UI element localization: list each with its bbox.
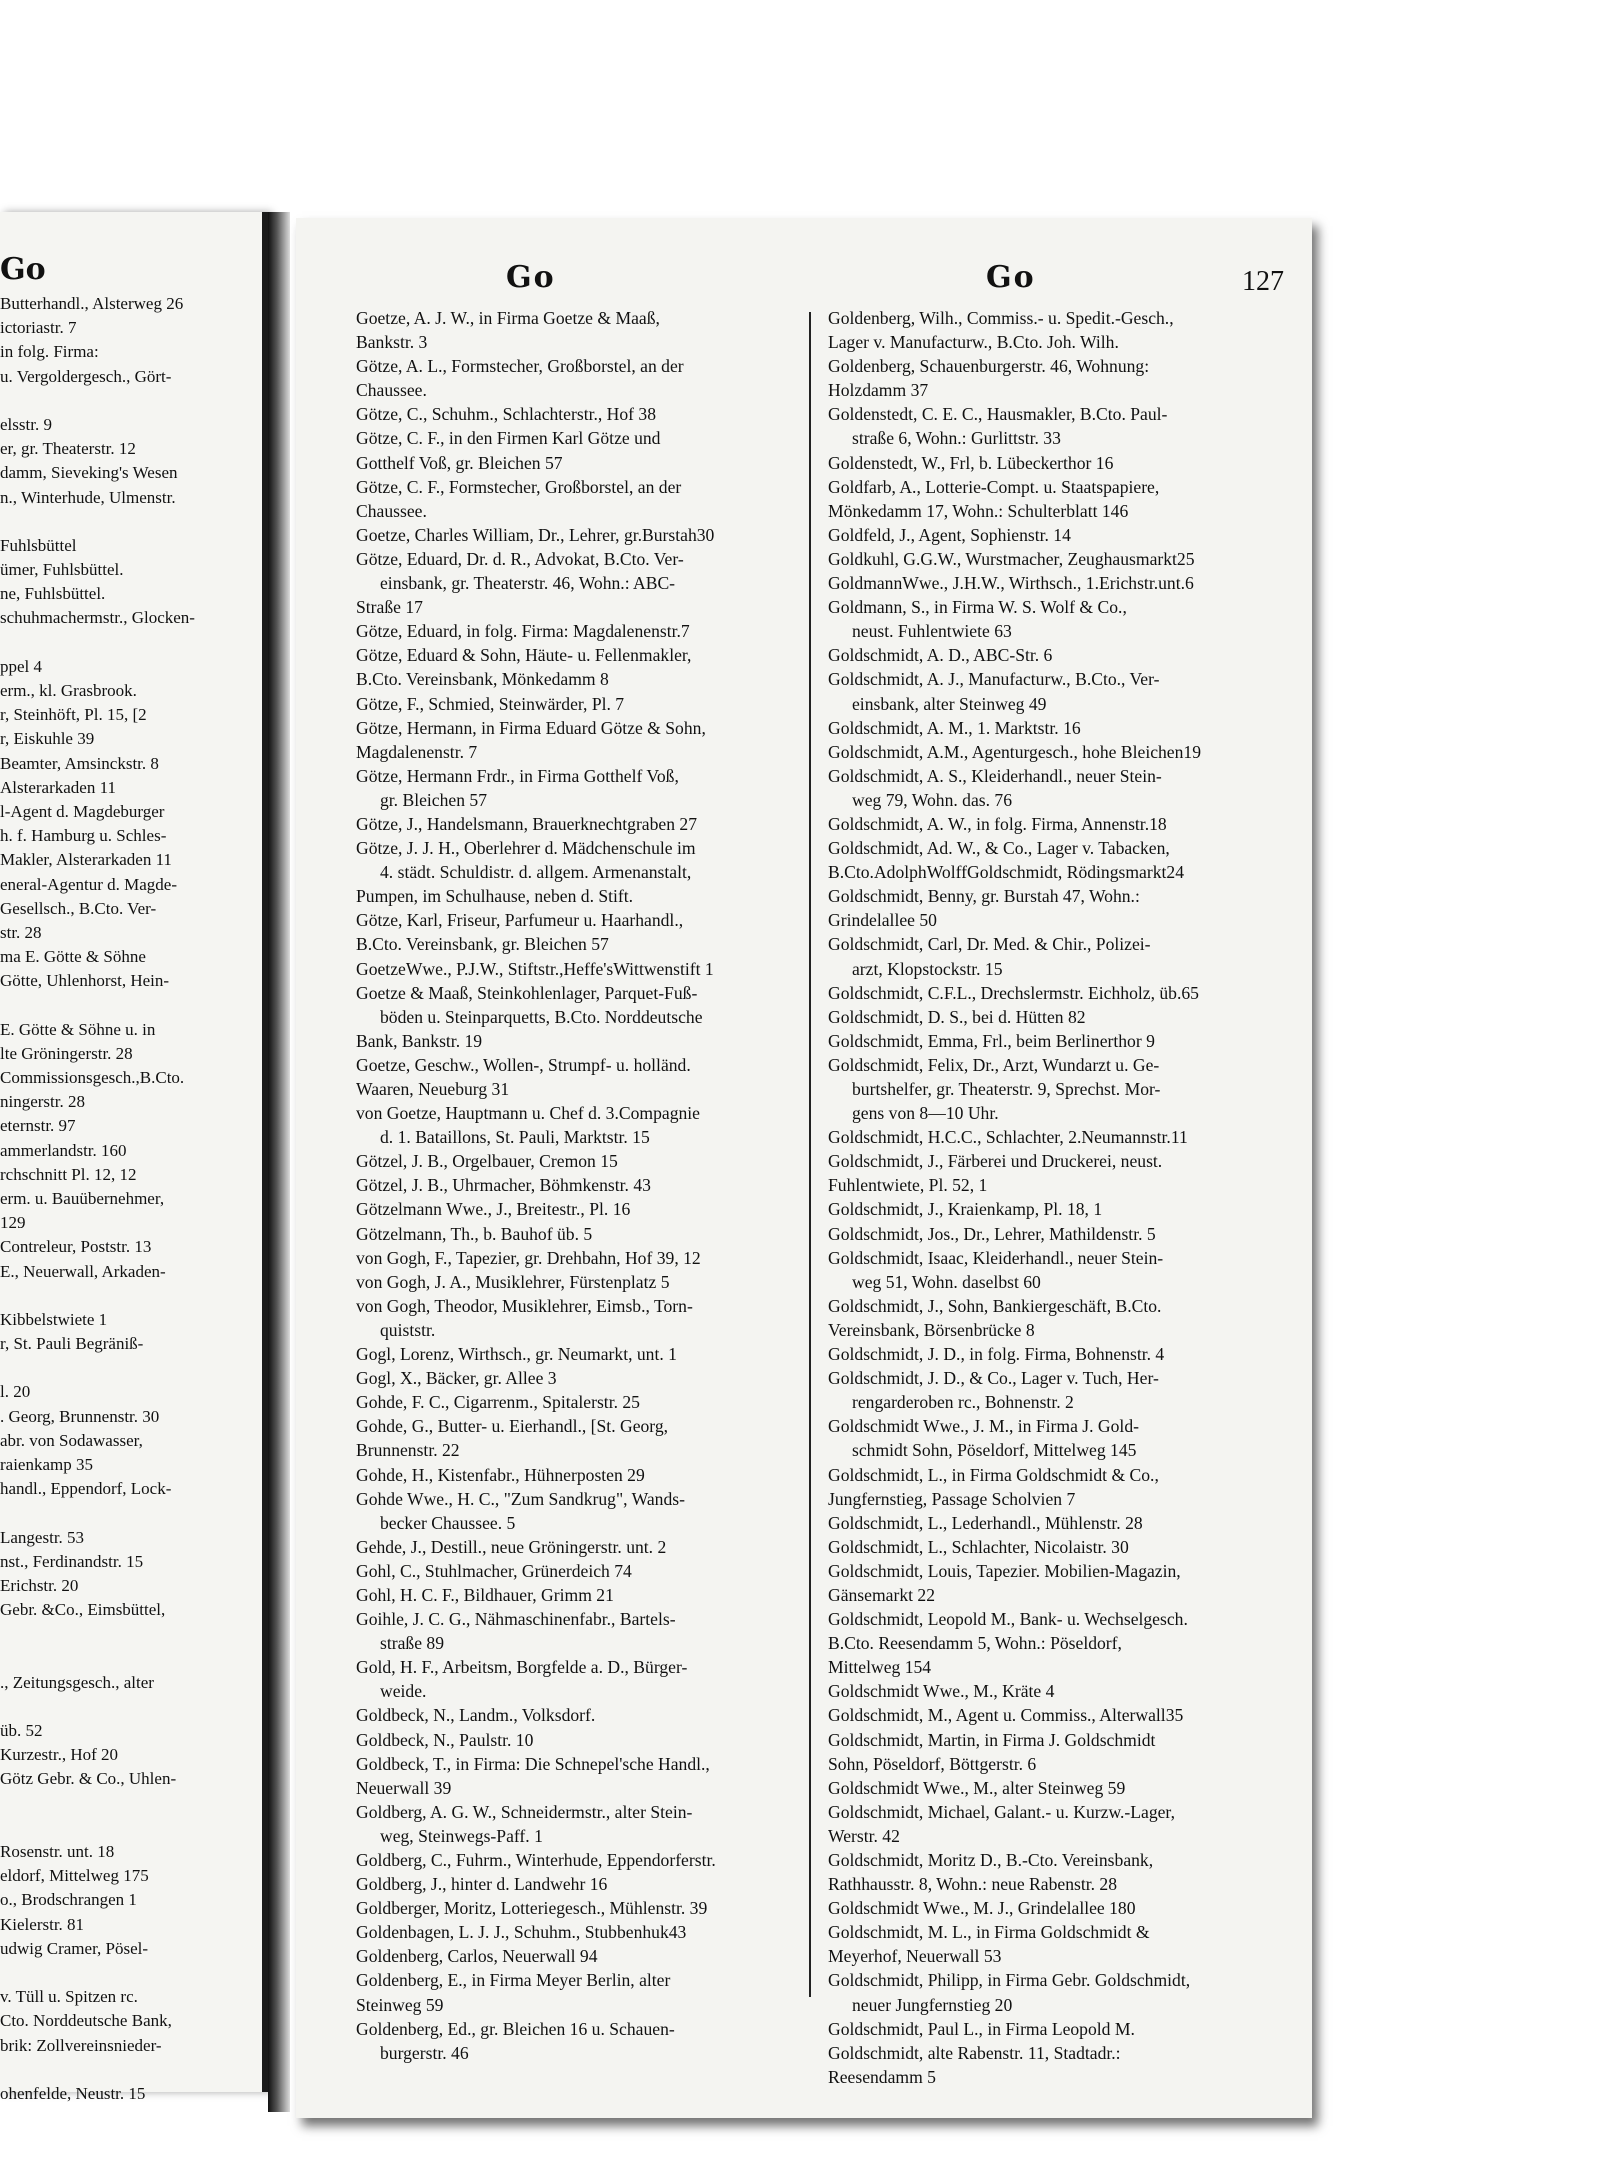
entry-line: Goldenberg, Schauenburgerstr. 46, Wohnung: <box>828 356 1150 377</box>
entry-line: Goihle, J. C. G., Nähmaschinenfabr., Bartels- <box>356 1609 676 1630</box>
entry-line: str. 28 <box>0 922 42 942</box>
entry-line: Cto. Norddeutsche Bank, <box>0 2011 172 2031</box>
entry-line: Goldberg, C., Fuhrm., Winterhude, Eppendorferstr. <box>356 1850 716 1870</box>
entry-line <box>0 1961 262 1985</box>
entry-line: Goldschmidt Wwe., M., Kräte 4 <box>828 1681 1055 1702</box>
entry-line <box>0 510 262 534</box>
entry-line <box>0 631 262 655</box>
entry-line: Gohl, C., Stuhlmacher, Grünerdeich 74 <box>356 1560 632 1581</box>
entry-line: Goldschmidt, Jos., Dr., Lehrer, Mathildenstr. 5 <box>828 1223 1156 1244</box>
entry-line <box>0 1792 262 1816</box>
entry-line: weg 79, Wohn. das. 76 <box>852 789 1013 810</box>
entry-line: h. f. Hamburg u. Schles- <box>0 826 167 846</box>
entry-line: ningerstr. 28 <box>0 1092 85 1112</box>
entry-line: Götze, A. L., Formstecher, Großborstel, an der <box>356 356 684 377</box>
entry-line <box>0 1356 262 1380</box>
entry-line: Goldschmidt Wwe., J. M., in Firma J. Gold- <box>828 1416 1139 1437</box>
entry-line: Erichstr. 20 <box>0 1575 79 1595</box>
running-header-right: Go <box>986 260 1036 295</box>
entry-line: von Gogh, J. A., Musiklehrer, Fürstenplatz 5 <box>356 1271 670 1292</box>
entry-line: Sohn, Pöseldorf, Böttgerstr. 6 <box>828 1753 1037 1774</box>
entry-line: Goldschmidt, A. W., in folg. Firma, Annenstr.18 <box>828 813 1167 834</box>
entry-line: ümer, Fuhlsbüttel. <box>0 560 124 580</box>
entry-line: Holzdamm 37 <box>828 380 929 401</box>
entry-line: neust. Fuhlentwiete 63 <box>852 621 1012 642</box>
entry-line: Goldschmidt, Isaac, Kleiderhandl., neuer Stein- <box>828 1247 1164 1268</box>
entry-line: damm, Sieveking's Wesen <box>0 463 178 483</box>
entry-line: E., Neuerwall, Arkaden- <box>0 1261 166 1281</box>
entry-line: Goldschmidt Wwe., M., alter Steinweg 59 <box>828 1777 1126 1798</box>
entry-line: d. 1. Bataillons, St. Pauli, Marktstr. 15 <box>380 1127 650 1148</box>
entry-line: Butterhandl., Alsterweg 26 <box>0 294 184 313</box>
entry-line: von Gogh, Theodor, Musiklehrer, Eimsb., Torn- <box>356 1295 693 1316</box>
entry-line: B.Cto. Vereinsbank, Mönkedamm 8 <box>356 669 609 690</box>
entry-line: Goldenberg, Wilh., Commiss.- u. Spedit.-Gesch., <box>828 308 1174 328</box>
entry-line: 129 <box>0 1213 26 1233</box>
entry-line: Kielerstr. 81 <box>0 1914 85 1934</box>
entry-line: Goetze & Maaß, Steinkohlenlager, Parquet-Fuß- <box>356 982 698 1003</box>
previous-page-header: Go <box>0 252 46 287</box>
entry-line: Götze, F., Schmied, Steinwärder, Pl. 7 <box>356 693 625 714</box>
entry-line: straße 6, Wohn.: Gurlittstr. 33 <box>852 428 1061 449</box>
entry-line: Götzelmann Wwe., J., Breitestr., Pl. 16 <box>356 1199 631 1220</box>
entry-line: Goldschmidt, Michael, Galant.- u. Kurzw.-Lager, <box>828 1801 1175 1822</box>
entry-line: Gogl, Lorenz, Wirthsch., gr. Neumarkt, unt. 1 <box>356 1344 677 1365</box>
entry-line: böden u. Steinparquetts, B.Cto. Norddeutsche <box>380 1006 703 1027</box>
entry-line: Goldberger, Moritz, Lotteriegesch., Mühlenstr. 39 <box>356 1898 708 1919</box>
entry-line: Goldschmidt, J. D., in folg. Firma, Bohnenstr. 4 <box>828 1344 1165 1365</box>
entry-line: Götze, Eduard, in folg. Firma: Magdalenenstr.7 <box>356 621 690 642</box>
entry-line: Goldschmidt, D. S., bei d. Hütten 82 <box>828 1006 1086 1027</box>
running-header-left: Go <box>506 260 556 295</box>
entry-line: v. Tüll u. Spitzen rc. <box>0 1987 138 2007</box>
entry-line: Fuhlsbüttel <box>0 535 77 555</box>
entry-line: udwig Cramer, Pösel- <box>0 1938 149 1958</box>
entry-line: GoldmannWwe., J.H.W., Wirthsch., 1.Erichstr.unt.6 <box>828 573 1194 594</box>
entry-line: r, Eiskuhle 39 <box>0 729 95 749</box>
entry-line: r, St. Pauli Begräniß- <box>0 1334 144 1354</box>
entry-line: B.Cto. Vereinsbank, gr. Bleichen 57 <box>356 934 609 955</box>
entry-line: schmidt Sohn, Pöseldorf, Mittelweg 145 <box>852 1440 1137 1461</box>
entry-line: Götzel, J. B., Orgelbauer, Cremon 15 <box>356 1151 618 1172</box>
entry-line: Götte, Uhlenhorst, Hein- <box>0 971 170 991</box>
entry-line: Götze, C. F., Formstecher, Großborstel, an der <box>356 476 682 497</box>
entry-line: Reesendamm 5 <box>828 2066 936 2087</box>
entry-line: quiststr. <box>380 1319 436 1340</box>
entry-line: Goetze, A. J. W., in Firma Goetze & Maaß, <box>356 308 660 328</box>
entry-line: ma E. Götte & Söhne <box>0 947 146 967</box>
entry-line: Gohde, G., Butter- u. Eierhandl., [St. Georg, <box>356 1416 669 1437</box>
entry-line: ohenfelde, Neustr. 15 <box>0 2083 146 2103</box>
entry-line: Goldschmidt, Carl, Dr. Med. & Chir., Polizei- <box>828 934 1151 955</box>
entry-line: Goldschmidt Wwe., M. J., Grindelallee 180 <box>828 1898 1136 1919</box>
entry-line: Jungfernstieg, Passage Scholvien 7 <box>828 1488 1076 1509</box>
entry-line: Goldberg, J., hinter d. Landwehr 16 <box>356 1874 608 1895</box>
entry-line: eldorf, Mittelweg 175 <box>0 1866 149 1886</box>
entry-line: Goldenstedt, W., Frl, b. Lübeckerthor 16 <box>828 452 1114 473</box>
entry-line: Goldschmidt, Louis, Tapezier. Mobilien-Magazin, <box>828 1560 1181 1581</box>
left-column <box>356 306 826 2065</box>
entry-line: erm., kl. Grasbrook. <box>0 681 137 700</box>
entry-line: Grindelallee 50 <box>828 910 937 931</box>
entry-line: B.Cto. Reesendamm 5, Wohn.: Pöseldorf, <box>828 1633 1122 1654</box>
entry-line: ppel 4 <box>0 656 43 676</box>
entry-line: arzt, Klopstockstr. 15 <box>852 958 1003 979</box>
entry-line: von Gogh, F., Tapezier, gr. Drehbahn, Hof 39, 12 <box>356 1247 701 1268</box>
entry-line <box>0 389 262 413</box>
entry-line: Götze, Eduard & Sohn, Häute- u. Fellenmakler, <box>356 645 692 666</box>
entry-line: Rosenstr. unt. 18 <box>0 1842 115 1861</box>
entry-line: Gehde, J., Destill., neue Gröningerstr. unt. 2 <box>356 1536 667 1557</box>
entry-line <box>0 2058 262 2082</box>
entry-line <box>0 1284 262 1308</box>
entry-line: Gesellsch., B.Cto. Ver- <box>0 898 157 918</box>
entry-line: Goldenbagen, L. J. J., Schuhm., Stubbenhuk43 <box>356 1922 687 1943</box>
entry-line: Goldschmidt, M. L., in Firma Goldschmidt & <box>828 1922 1150 1943</box>
entry-line: Goldschmidt, M., Agent u. Commiss., Alterwall35 <box>828 1705 1184 1726</box>
entry-line: GoetzeWwe., P.J.W., Stiftstr.,Heffe'sWittwenstift 1 <box>356 958 714 979</box>
book-gutter <box>268 212 290 2112</box>
entry-line: rengarderoben rc., Bohnenstr. 2 <box>852 1392 1074 1413</box>
entry-line: Götze, Eduard, Dr. d. R., Advokat, B.Cto. Ver- <box>356 548 684 569</box>
entry-line <box>0 1816 262 1840</box>
entry-line: Gotthelf Voß, gr. Bleichen 57 <box>356 452 563 473</box>
entry-line: Goldenstedt, C. E. C., Hausmakler, B.Cto. Paul- <box>828 404 1168 425</box>
entry-line: schuhmachermstr., Glocken- <box>0 608 195 628</box>
entry-line: neuer Jungfernstieg 20 <box>852 1994 1013 2015</box>
entry-line <box>0 993 262 1017</box>
entry-line: Meyerhof, Neuerwall 53 <box>828 1946 1002 1967</box>
entry-line: Goldschmidt, Emma, Frl., beim Berlinerthor 9 <box>828 1030 1155 1051</box>
entry-line: Götze, Hermann, in Firma Eduard Götze & Sohn, <box>356 717 706 738</box>
entry-line: lte Gröningerstr. 28 <box>0 1043 133 1063</box>
entry-line: Goldschmidt, alte Rabenstr. 11, Stadtadr.: <box>828 2042 1121 2063</box>
entry-line: Götze, Hermann Frdr., in Firma Gotthelf Voß, <box>356 765 679 786</box>
entry-line: Lager v. Manufacturw., B.Cto. Joh. Wilh. <box>828 332 1119 353</box>
entry-line: eneral-Agentur d. Magde- <box>0 874 178 894</box>
entry-line: Götze, J., Handelsmann, Brauerknechtgraben 27 <box>356 813 698 834</box>
entry-line: Goldschmidt, C.F.L., Drechslermstr. Eichholz, üb.65 <box>828 982 1199 1003</box>
entry-line: Contreleur, Poststr. 13 <box>0 1237 152 1257</box>
entry-line: Chaussee. <box>356 380 427 401</box>
entry-line: Goldschmidt, J., Kraienkamp, Pl. 18, 1 <box>828 1199 1103 1220</box>
entry-line: Alsterarkaden 11 <box>0 777 116 797</box>
entry-line: Mittelweg 154 <box>828 1657 932 1678</box>
entry-line: Gohde Wwe., H. C., "Zum Sandkrug", Wands- <box>356 1488 685 1509</box>
entry-line: Magdalenenstr. 7 <box>356 741 478 762</box>
entry-line: Neuerwall 39 <box>356 1777 452 1798</box>
entry-line: Pumpen, im Schulhause, neben d. Stift. <box>356 886 634 907</box>
entry-line: Götz Gebr. & Co., Uhlen- <box>0 1769 177 1789</box>
entry-line: Götze, J. J. H., Oberlehrer d. Mädchenschule im <box>356 838 696 859</box>
entry-line: Goldschmidt, J. D., & Co., Lager v. Tuch, Her- <box>828 1368 1159 1389</box>
entry-line: Goetze, Charles William, Dr., Lehrer, gr.Burstah30 <box>356 524 715 545</box>
entry-line: Goldschmidt, A. M., 1. Marktstr. 16 <box>828 717 1081 738</box>
entry-line: weg 51, Wohn. daselbst 60 <box>852 1271 1041 1292</box>
entry-line: l. 20 <box>0 1382 31 1402</box>
entry-line: B.Cto.AdolphWolffGoldschmidt, Rödingsmarkt24 <box>828 862 1184 883</box>
entry-line: Goldschmidt, L., in Firma Goldschmidt & Co., <box>828 1464 1159 1485</box>
page-number: 127 <box>1242 266 1284 297</box>
entry-line: ammerlandstr. 160 <box>0 1140 127 1160</box>
entry-line: Goldschmidt, J., Sohn, Bankiergeschäft, B.Cto. <box>828 1295 1162 1316</box>
entry-line: Fuhlentwiete, Pl. 52, 1 <box>828 1175 988 1196</box>
entry-line: Goldschmidt, Leopold M., Bank- u. Wechselgesch. <box>828 1609 1188 1630</box>
entry-line: rchschnitt Pl. 12, 12 <box>0 1164 137 1184</box>
entry-line: Goldenberg, Ed., gr. Bleichen 16 u. Schauen- <box>356 2018 675 2039</box>
entry-line: in folg. Firma: <box>0 342 99 362</box>
entry-line: Goldschmidt, Felix, Dr., Arzt, Wundarzt u. Ge- <box>828 1054 1160 1075</box>
entry-line: Götze, Karl, Friseur, Parfumeur u. Haarhandl., <box>356 910 684 931</box>
entry-line: Straße 17 <box>356 597 423 618</box>
entry-line: Goldkuhl, G.G.W., Wurstmacher, Zeughausmarkt25 <box>828 548 1195 569</box>
entry-line: Goldschmidt, L., Schlachter, Nicolaistr. 30 <box>828 1536 1129 1557</box>
entry-line: eternstr. 97 <box>0 1116 76 1136</box>
entry-line: raienkamp 35 <box>0 1455 93 1474</box>
entry-line: Gogl, X., Bäcker, gr. Allee 3 <box>356 1368 557 1389</box>
entry-line: Goldschmidt, Philipp, in Firma Gebr. Goldschmidt, <box>828 1970 1191 1991</box>
entry-line: E. Götte & Söhne u. in <box>0 1019 156 1039</box>
entry-line: von Goetze, Hauptmann u. Chef d. 3.Compagnie <box>356 1103 700 1124</box>
entry-line: Bankstr. 3 <box>356 332 428 353</box>
previous-page-text <box>0 292 262 2106</box>
entry-line: Rathhausstr. 8, Wohn.: neue Rabenstr. 28 <box>828 1874 1118 1895</box>
entry-line: Gohl, H. C. F., Bildhauer, Grimm 21 <box>356 1584 614 1605</box>
entry-line: Goldberg, A. G. W., Schneidermstr., alter Stein- <box>356 1801 693 1822</box>
entry-line: Goldfeld, J., Agent, Sophienstr. 14 <box>828 524 1071 545</box>
entry-line: Mönkedamm 17, Wohn.: Schulterblatt 146 <box>828 500 1129 521</box>
entry-line: Goldschmidt, Ad. W., & Co., Lager v. Tabacken, <box>828 838 1170 859</box>
entry-line: Goldschmidt, A. J., Manufacturw., B.Cto., Ver- <box>828 669 1160 690</box>
entry-line: Goldmann, S., in Firma W. S. Wolf & Co., <box>828 597 1127 618</box>
entry-line: Goldfarb, A., Lotterie-Compt. u. Staatspapiere, <box>828 476 1160 497</box>
entry-line: Kibbelstwiete 1 <box>0 1309 108 1329</box>
entry-line: Götze, C. F., in den Firmen Karl Götze und <box>356 428 661 449</box>
directory-page <box>296 218 1312 2118</box>
entry-line: Brunnenstr. 22 <box>356 1440 460 1461</box>
entry-line: Bank, Bankstr. 19 <box>356 1030 483 1051</box>
entry-line: Goldschmidt, Moritz D., B.-Cto. Vereinsbank, <box>828 1850 1154 1870</box>
entry-line: weg, Steinwegs-Paff. 1 <box>380 1825 543 1846</box>
entry-line: 4. städt. Schuldistr. d. allgem. Armenanstalt, <box>380 862 692 883</box>
entry-line: Goldschmidt, Paul L., in Firma Leopold M. <box>828 2018 1135 2039</box>
entry-line: r, Steinhöft, Pl. 15, [2 <box>0 705 147 725</box>
entry-line: Goldschmidt, L., Lederhandl., Mühlenstr. 28 <box>828 1512 1143 1533</box>
entry-line: Goldschmidt, A. S., Kleiderhandl., neuer Stein- <box>828 765 1162 786</box>
entry-line: Goldenberg, Carlos, Neuerwall 94 <box>356 1946 598 1967</box>
entry-line <box>0 1695 262 1719</box>
entry-line: Makler, Alsterarkaden 11 <box>0 850 172 870</box>
entry-line: Goldschmidt, Martin, in Firma J. Goldschmidt <box>828 1729 1156 1750</box>
entry-line: erm. u. Bauübernehmer, <box>0 1188 165 1208</box>
entry-line: ne, Fuhlsbüttel. <box>0 584 106 604</box>
entry-line: Werstr. 42 <box>828 1825 900 1846</box>
entry-line: ., Zeitungsgesch., alter <box>0 1672 154 1692</box>
entry-line <box>0 1647 262 1671</box>
entry-line: Langestr. 53 <box>0 1527 85 1547</box>
entry-line: Waaren, Neueburg 31 <box>356 1079 510 1099</box>
entry-line: Goldbeck, N., Paulstr. 10 <box>356 1729 534 1750</box>
entry-line: einsbank, gr. Theaterstr. 46, Wohn.: ABC- <box>380 573 676 594</box>
entry-line: Götze, C., Schuhm., Schlachterstr., Hof 38 <box>356 404 657 425</box>
entry-line: burtshelfer, gr. Theaterstr. 9, Sprechst. Mor- <box>852 1079 1161 1099</box>
entry-line: gr. Bleichen 57 <box>380 789 488 810</box>
entry-line: Goetze, Geschw., Wollen-, Strumpf- u. holländ. <box>356 1054 691 1075</box>
entry-line: Götzelmann, Th., b. Bauhof üb. 5 <box>356 1223 593 1244</box>
entry-line: Goldbeck, N., Landm., Volksdorf. <box>356 1705 596 1726</box>
entry-line: Chaussee. <box>356 500 427 521</box>
entry-line: Gänsemarkt 22 <box>828 1584 935 1605</box>
entry-line: Beamter, Amsinckstr. 8 <box>0 753 159 773</box>
entry-line: straße 89 <box>380 1633 445 1654</box>
entry-line: . Georg, Brunnenstr. 30 <box>0 1406 160 1426</box>
entry-line <box>0 1501 262 1525</box>
entry-line: Götzel, J. B., Uhrmacher, Böhmkenstr. 43 <box>356 1175 651 1196</box>
entry-line: n., Winterhude, Ulmenstr. <box>0 487 176 507</box>
previous-page <box>0 212 268 2103</box>
entry-line: Goldschmidt, H.C.C., Schlachter, 2.Neumannstr.11 <box>828 1127 1188 1148</box>
entry-line: ictoriastr. 7 <box>0 318 77 338</box>
entry-line: Goldschmidt, J., Färberei und Druckerei, neust. <box>828 1151 1163 1172</box>
entry-line: l-Agent d. Magdeburger <box>0 801 165 821</box>
entry-line: Gohde, H., Kistenfabr., Hühnerposten 29 <box>356 1464 645 1485</box>
entry-line: o., Brodschrangen 1 <box>0 1890 137 1910</box>
entry-line: Gold, H. F., Arbeitsm, Borgfelde a. D., Bürger- <box>356 1657 688 1678</box>
entry-line: weide. <box>380 1681 427 1702</box>
entry-line: Gohde, F. C., Cigarrenm., Spitalerstr. 25 <box>356 1392 640 1413</box>
entry-line: brik: Zollvereinsnieder- <box>0 2035 162 2055</box>
entry-line: Goldbeck, T., in Firma: Die Schnepel'sche Handl., <box>356 1753 710 1774</box>
column-divider <box>809 312 811 1997</box>
entry-line: gens von 8—10 Uhr. <box>852 1103 999 1124</box>
entry-line: elsstr. 9 <box>0 414 52 434</box>
entry-line: Goldschmidt, A. D., ABC-Str. 6 <box>828 645 1053 666</box>
entry-line: Goldschmidt, A.M., Agenturgesch., hohe Bleichen19 <box>828 741 1202 762</box>
entry-line: üb. 52 <box>0 1721 43 1741</box>
entry-line: burgerstr. 46 <box>380 2042 469 2063</box>
entry-line: einsbank, alter Steinweg 49 <box>852 693 1047 714</box>
entry-line: Goldenberg, E., in Firma Meyer Berlin, alter <box>356 1970 671 1991</box>
entry-line: becker Chaussee. 5 <box>380 1512 516 1533</box>
entry-line: handl., Eppendorf, Lock- <box>0 1479 172 1499</box>
entry-line <box>0 1622 262 1646</box>
entry-line: Goldschmidt, Benny, gr. Burstah 47, Wohn.: <box>828 886 1140 907</box>
entry-line: u. Vergoldergesch., Gört- <box>0 366 172 386</box>
entry-line: Gebr. &Co., Eimsbüttel, <box>0 1600 166 1620</box>
entry-line: Vereinsbank, Börsenbrücke 8 <box>828 1319 1035 1340</box>
entry-line: Commissionsgesch.,B.Cto. <box>0 1068 185 1087</box>
right-column <box>828 306 1290 2089</box>
entry-line: abr. von Sodawasser, <box>0 1430 143 1450</box>
entry-line: nst., Ferdinandstr. 15 <box>0 1551 144 1571</box>
entry-line: Kurzestr., Hof 20 <box>0 1745 119 1765</box>
entry-line: er, gr. Theaterstr. 12 <box>0 439 136 459</box>
entry-line: Steinweg 59 <box>356 1994 444 2015</box>
